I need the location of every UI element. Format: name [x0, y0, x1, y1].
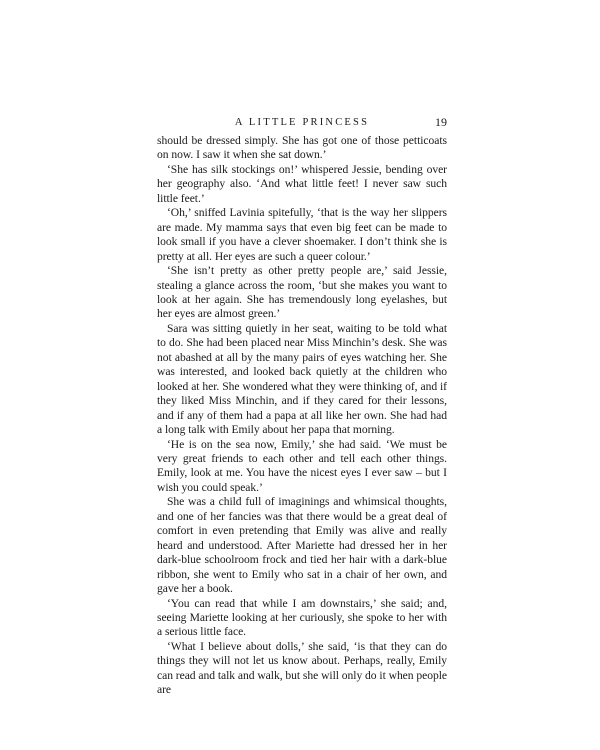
running-header	[157, 114, 447, 132]
paragraph: ‘She isn’t pretty as other pretty people are,’ said Jessie, stealing a glance across the room, ‘but she makes you want to look at her again. She has tremendously long eyelashes, but her eyes are almost green.’	[157, 264, 447, 321]
body-text	[157, 134, 447, 698]
paragraph: ‘She has silk stockings on!’ whispered Jessie, bending over her geography also. ‘And what little feet! I never saw such little feet.’	[157, 162, 447, 205]
paragraph: Sara was sitting quietly in her seat, waiting to be told what to do. She had been placed near Miss Minchin’s desk. She was not abashed at all by the many pairs of eyes watching her. She was interested, and looked back quietly at the children who looked at her. She wondered what they were thinking of, and if they liked Miss Minchin, and if they cared for their lessons, and if any of them had a papa at all like her own. She had had a long talk with Emily about her papa that morning.	[157, 321, 447, 437]
book-page	[157, 114, 447, 698]
paragraph: ‘Oh,’ sniffed Lavinia spitefully, ‘that is the way her slippers are made. My mamma says that even big feet can be made to look small if you have a clever shoemaker. I don’t think she is pretty at all. Her eyes are such a queer colour.’	[157, 206, 447, 263]
paragraph: She was a child full of imaginings and whimsical thoughts, and one of her fancies was that there would be a great deal of comfort in even pretending that Emily was alive and really heard and understood. After Mariette had dressed her in her dark-blue schoolroom frock and tied her hair with a dark-blue ribbon, she went to Emily who sat in a chair of her own, and gave her a book.	[157, 495, 447, 596]
paragraph: ‘What I believe about dolls,’ she said, ‘is that they can do things they will not let us know about. Perhaps, really, Emily can read and talk and walk, but she will only do it when people are	[157, 639, 447, 697]
page-number: 19	[435, 115, 447, 129]
paragraph: should be dressed simply. She has got one of those petticoats on now. I saw it when she sat down.’	[157, 134, 447, 162]
paragraph: ‘He is on the sea now, Emily,’ she had said. ‘We must be very great friends to each other and tell each other things. Emily, look at me. You have the nicest eyes I ever saw – but I wish you could speak.’	[157, 437, 447, 494]
running-title: A LITTLE PRINCESS	[234, 117, 370, 128]
paragraph: ‘You can read that while I am downstairs,’ she said; and, seeing Mariette looking at her curiously, she spoke to her with a serious little face.	[157, 596, 447, 639]
